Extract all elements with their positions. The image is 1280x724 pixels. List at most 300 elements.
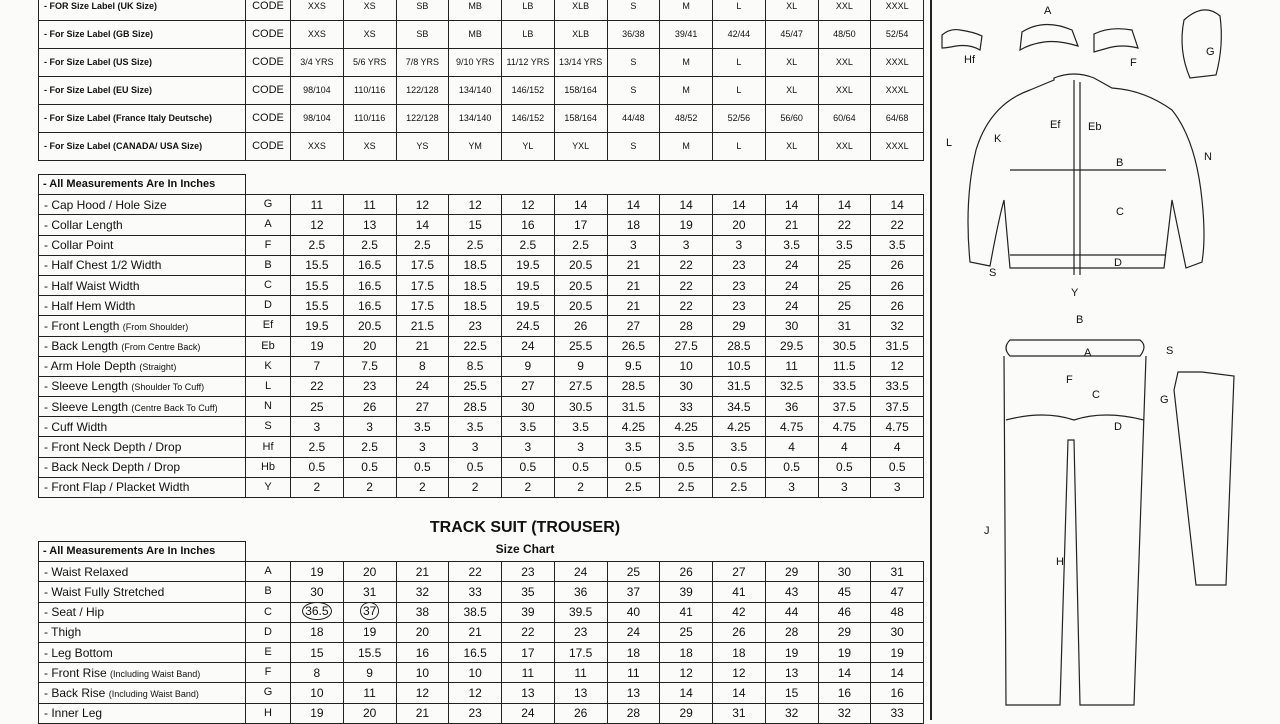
jacket-cell-value: 3.5	[414, 419, 431, 434]
jacket-cell	[713, 195, 766, 215]
trouser-row-label	[39, 663, 246, 683]
size-label-row-label	[39, 0, 246, 21]
jacket-row-note: (Straight)	[139, 362, 177, 373]
jacket-cell-value: 20.5	[568, 278, 593, 293]
trouser-cell-value: 31	[362, 584, 377, 599]
trouser-cell-value: 16	[415, 645, 430, 660]
jacket-cell	[291, 215, 344, 235]
trouser-cell-value: 14	[679, 685, 693, 700]
trouser-cell	[607, 582, 660, 602]
jacket-cell-value: 30	[521, 399, 535, 414]
jacket-cell-value: 14	[784, 197, 799, 212]
trouser-cell-value: 36.5	[302, 602, 331, 620]
size-label-cell	[502, 49, 555, 77]
trouser-cell	[343, 683, 396, 703]
size-label-cell-value: 36/38	[622, 29, 645, 39]
jacket-cell	[818, 477, 871, 497]
size-label-cell	[554, 105, 607, 133]
jacket-row-label	[39, 195, 246, 215]
trouser-cell	[502, 642, 555, 662]
trouser-cell	[449, 703, 502, 723]
trouser-cell-value: 24	[521, 706, 535, 721]
trouser-cell-value: 33	[468, 584, 482, 599]
trouser-row-label	[39, 703, 246, 723]
jacket-cell-value: 22	[310, 379, 324, 394]
jacket-cell	[871, 316, 924, 336]
jacket-cell-value: 3.5	[836, 238, 853, 253]
jacket-cell-value: 17.5	[410, 258, 435, 273]
trouser-row-note: (Including Waist Band)	[110, 668, 201, 679]
jacket-cell	[660, 356, 713, 376]
jacket-row-label	[39, 376, 246, 396]
size-label-row-label	[39, 77, 246, 105]
jacket-cell	[449, 477, 502, 497]
jacket-cell-value: 21.5	[410, 318, 435, 333]
size-label-row	[39, 21, 924, 49]
jacket-cell	[607, 336, 660, 356]
trouser-cell-value: 19	[784, 645, 799, 660]
trouser-cell	[554, 602, 607, 622]
trouser-cell-value: 11	[521, 665, 535, 680]
jacket-cell	[607, 356, 660, 376]
size-label-cell	[502, 0, 555, 21]
trouser-row	[39, 622, 924, 642]
jacket-cell	[713, 336, 766, 356]
page-divider	[930, 0, 932, 720]
trouser-cell-value: 29	[837, 625, 852, 640]
jacket-cell	[396, 195, 449, 215]
jacket-cell	[660, 296, 713, 316]
jacket-cell	[449, 275, 502, 295]
size-label-cell	[449, 49, 502, 77]
size-label-cell	[554, 133, 607, 161]
size-label-cell	[554, 49, 607, 77]
jacket-cell-value: 25	[837, 258, 852, 273]
size-label-cell-value: XXS	[307, 141, 326, 151]
jacket-cell	[291, 235, 344, 255]
trouser-row-label	[39, 582, 246, 602]
trouser-cell-value: 31	[890, 564, 904, 579]
jacket-cell-value: 2	[366, 480, 373, 495]
jacket-cell-value: 3	[366, 419, 373, 434]
trouser-cell	[713, 642, 766, 662]
jacket-cell	[449, 235, 502, 255]
jacket-cell-value: 11.5	[833, 359, 856, 374]
svg-text:F: F	[1130, 57, 1137, 69]
size-label-table	[38, 0, 924, 161]
jacket-cell-value: 27.5	[674, 339, 698, 354]
trouser-cell-value: 30	[310, 584, 324, 599]
trouser-cell	[607, 562, 660, 582]
jacket-cell-value: 4.25	[621, 419, 646, 434]
size-label-cell	[818, 77, 871, 105]
trouser-cell-value: 19	[310, 564, 324, 579]
trouser-cell	[396, 582, 449, 602]
svg-text:S: S	[989, 267, 997, 279]
trouser-cell-value: 47	[890, 584, 904, 599]
trouser-cell	[765, 582, 818, 602]
jacket-row-label	[39, 457, 246, 477]
trouser-cell-value: 20	[415, 625, 430, 640]
jacket-cell-value: 23	[362, 379, 377, 394]
jacket-cell	[554, 215, 607, 235]
size-label-cell-value: XXL	[835, 141, 853, 151]
jacket-cell-value: 4.75	[885, 419, 909, 434]
jacket-cell	[449, 457, 502, 477]
jacket-cell	[502, 457, 555, 477]
jacket-row-name: - Half Waist Width	[44, 278, 140, 293]
trouser-cell	[449, 562, 502, 582]
trouser-cell	[660, 602, 713, 622]
size-label-cell	[502, 105, 555, 133]
trouser-cell	[765, 663, 818, 683]
jacket-cell-value: 23	[732, 258, 746, 273]
size-label-cell	[713, 77, 766, 105]
size-label-cell	[871, 0, 924, 21]
jacket-cell-value: 12	[468, 197, 482, 212]
size-label-cell	[660, 49, 713, 77]
jacket-cell-value: 2	[524, 480, 532, 495]
trouser-cell	[871, 582, 924, 602]
trouser-cell	[343, 642, 396, 662]
jacket-cell-value: 31.5	[727, 379, 751, 394]
jacket-cell	[449, 397, 502, 417]
svg-text:B: B	[1076, 314, 1084, 326]
jacket-row-code: S	[246, 417, 291, 437]
size-label-cell-value: XLB	[572, 1, 590, 11]
jacket-cell	[396, 417, 449, 437]
jacket-cell-value: 4.75	[779, 419, 804, 434]
size-label-cell-value: XXXL	[885, 141, 909, 151]
jacket-row	[39, 356, 924, 376]
trouser-cell	[502, 663, 555, 683]
jacket-row-code: C	[246, 275, 291, 295]
jacket-cell	[449, 195, 502, 215]
trouser-cell-value: 41	[732, 584, 746, 599]
size-label-cell	[660, 0, 713, 21]
jacket-cell-value: 3	[577, 440, 584, 455]
jacket-row	[39, 275, 924, 295]
trouser-drawing	[1004, 340, 1234, 705]
jacket-cell-value: 15.5	[305, 258, 329, 273]
trouser-cell-value: 15	[784, 685, 799, 700]
size-label-cell-value: XS	[363, 29, 376, 39]
jacket-cell-value: 0.5	[888, 460, 906, 475]
size-label-cell-value: M	[682, 141, 690, 151]
jacket-cell-value: 17.5	[410, 278, 435, 293]
jacket-cell-value: 2.5	[308, 238, 326, 253]
svg-text:Eb: Eb	[1088, 121, 1102, 133]
jacket-cell	[713, 457, 766, 477]
jacket-cell	[343, 195, 396, 215]
trouser-cell-value: 29	[679, 706, 693, 721]
trouser-subtitle: Size Chart	[495, 542, 555, 556]
trouser-cell-value: 18	[732, 645, 746, 660]
jacket-cell	[449, 356, 502, 376]
jacket-cell	[818, 437, 871, 457]
jacket-row-name: - Arm Hole Depth	[44, 359, 137, 374]
jacket-cell	[871, 356, 924, 376]
jacket-row-note: (From Shoulder)	[122, 321, 189, 332]
jacket-cell-value: 2	[577, 480, 584, 495]
size-label-row-name: - For Size Label (CANADA/ USA Size)	[44, 141, 203, 151]
size-label-cell-value: XLB	[572, 29, 590, 39]
trouser-cell	[713, 683, 766, 703]
trouser-row-label	[39, 622, 246, 642]
jacket-cell-value: 4.75	[832, 419, 857, 434]
jacket-cell	[502, 336, 555, 356]
jacket-cell-value: 7.5	[361, 359, 378, 374]
trouser-header-label: - All Measurements Are In Inches	[39, 542, 246, 562]
trouser-cell	[607, 663, 660, 683]
size-label-cell	[765, 21, 818, 49]
jacket-cell-value: 2.5	[361, 238, 378, 253]
trouser-cell	[291, 683, 344, 703]
size-label-cell-value: M	[682, 85, 690, 95]
jacket-cell-value: 18.5	[463, 298, 487, 313]
size-label-cell	[502, 77, 555, 105]
trouser-row-code: F	[246, 663, 291, 683]
trouser-cell	[660, 622, 713, 642]
jacket-cell	[607, 296, 660, 316]
size-label-cell	[502, 133, 555, 161]
size-label-cell-value: 134/140	[458, 113, 492, 123]
trouser-cell-value: 22	[468, 564, 482, 579]
trouser-cell-value: 13	[521, 685, 535, 700]
trouser-header-row	[39, 542, 924, 562]
jacket-cell	[554, 296, 607, 316]
jacket-cell	[396, 255, 449, 275]
size-label-row-code: CODE	[246, 105, 291, 133]
jacket-cell-value: 3.5	[783, 238, 800, 253]
size-label-cell-value: M	[682, 1, 690, 11]
jacket-cell	[765, 477, 818, 497]
svg-text:A: A	[1044, 5, 1052, 17]
jacket-cell-value: 16.5	[357, 278, 382, 293]
trouser-cell-value: 25	[626, 564, 641, 579]
jacket-cell-value: 2.5	[466, 238, 484, 253]
jacket-cell	[818, 215, 871, 235]
trouser-cell-value: 38.5	[463, 605, 487, 620]
jacket-cell	[871, 235, 924, 255]
jacket-cell-value: 30.5	[568, 399, 593, 414]
size-label-cell-value: XXS	[307, 1, 326, 11]
jacket-cell	[554, 316, 607, 336]
trouser-row	[39, 663, 924, 683]
size-label-cell-value: XL	[786, 141, 798, 151]
jacket-cell-value: 4	[788, 440, 795, 455]
jacket-cell-value: 30	[784, 318, 799, 333]
size-label-cell-value: XXXL	[885, 1, 909, 11]
jacket-row-label	[39, 235, 246, 255]
size-label-cell	[396, 77, 449, 105]
trouser-cell-value: 10	[468, 665, 482, 680]
jacket-cell	[396, 215, 449, 235]
size-label-cell	[554, 77, 607, 105]
jacket-cell-value: 9	[577, 359, 584, 374]
trouser-cell	[554, 622, 607, 642]
trouser-cell-value: 32	[415, 584, 430, 599]
trouser-cell-value: 16	[890, 685, 904, 700]
jacket-cell-value: 17	[573, 217, 588, 232]
jacket-cell-value: 25.5	[568, 339, 593, 354]
size-label-cell-value: 98/104	[303, 85, 331, 95]
jacket-cell	[607, 215, 660, 235]
size-label-cell-value: SB	[416, 1, 429, 11]
trouser-cell	[343, 703, 396, 723]
trouser-cell	[713, 582, 766, 602]
trouser-cell-value: 45	[837, 584, 852, 599]
jacket-row	[39, 437, 924, 457]
jacket-cell	[554, 356, 607, 376]
jacket-cell-value: 23	[732, 278, 746, 293]
jacket-cell-value: 10.5	[727, 359, 751, 374]
size-label-cell	[343, 0, 396, 21]
jacket-cell-value: 26	[573, 318, 588, 333]
size-label-cell-value: 7/8 YRS	[405, 57, 440, 67]
jacket-cell-value: 22	[837, 217, 852, 232]
size-label-row-name: - For Size Label (France Italy Deutsche)	[44, 113, 213, 123]
jacket-cell-value: 20	[732, 217, 746, 232]
jacket-cell	[291, 477, 344, 497]
trouser-cell	[396, 683, 449, 703]
jacket-cell	[871, 275, 924, 295]
trouser-row-code: B	[246, 582, 291, 602]
size-label-cell-value: 122/128	[406, 85, 439, 95]
jacket-cell	[396, 235, 449, 255]
trouser-cell	[765, 642, 818, 662]
size-label-cell	[818, 21, 871, 49]
jacket-cell-value: 12	[521, 197, 535, 212]
jacket-cell	[660, 477, 713, 497]
jacket-cell	[818, 235, 871, 255]
size-label-cell	[291, 77, 344, 105]
trouser-cell	[291, 582, 344, 602]
trouser-cell-value: 10	[415, 665, 430, 680]
jacket-row-note: (Centre Back To Cuff)	[131, 402, 218, 413]
jacket-cell	[502, 296, 555, 316]
size-label-cell-value: XXXL	[885, 85, 909, 95]
jacket-cell-value: 4.25	[727, 419, 751, 434]
size-label-cell-value: 98/104	[303, 113, 331, 123]
trouser-row-code: H	[246, 703, 291, 723]
jacket-cell	[396, 356, 449, 376]
trouser-row	[39, 703, 924, 723]
trouser-cell-value: 24	[626, 625, 641, 640]
trouser-cell-value: 16	[837, 685, 852, 700]
trouser-cell-value: 26	[573, 706, 588, 721]
svg-text:C: C	[1116, 206, 1124, 218]
size-label-cell	[818, 133, 871, 161]
jacket-row-code: Hb	[246, 457, 291, 477]
trouser-cell-value: 39	[679, 584, 693, 599]
jacket-cell	[449, 376, 502, 396]
jacket-cell-value: 3.5	[466, 419, 484, 434]
jacket-cell	[502, 195, 555, 215]
size-label-cell-value: 158/164	[564, 113, 597, 123]
trouser-row-name: - Inner Leg	[44, 706, 103, 721]
jacket-cell	[765, 275, 818, 295]
jacket-row-name: - Sleeve Length	[44, 399, 129, 414]
size-label-cell	[765, 0, 818, 21]
svg-text:A: A	[1084, 347, 1092, 359]
size-label-row-code: CODE	[246, 0, 291, 21]
size-label-cell-value: 146/152	[511, 113, 545, 123]
size-label-cell-value: YL	[522, 141, 534, 151]
size-label-cell-value: 146/152	[511, 85, 545, 95]
trouser-cell-value: 46	[837, 605, 852, 620]
jacket-cell	[871, 477, 924, 497]
jacket-cell	[343, 275, 396, 295]
trouser-cell	[449, 663, 502, 683]
jacket-cell-value: 22.5	[463, 339, 487, 354]
jacket-cell-value: 26	[890, 278, 904, 293]
jacket-cell	[291, 397, 344, 417]
jacket-cell-value: 0.5	[414, 460, 431, 475]
svg-text:G: G	[1206, 46, 1215, 58]
trouser-cell-value: 44	[784, 605, 799, 620]
jacket-row-code: F	[246, 235, 291, 255]
jacket-cell-value: 14	[415, 217, 430, 232]
jacket-cell-value: 27	[626, 318, 641, 333]
trouser-row-name: - Waist Fully Stretched	[44, 584, 165, 599]
size-label-cell	[449, 21, 502, 49]
trouser-cell-value: 13	[573, 685, 588, 700]
trouser-cell	[660, 663, 713, 683]
jacket-cell-value: 0.5	[730, 460, 748, 475]
jacket-row	[39, 397, 924, 417]
jacket-cell	[343, 376, 396, 396]
size-label-cell	[449, 0, 502, 21]
jacket-cell-value: 21	[626, 278, 641, 293]
jacket-cell	[765, 296, 818, 316]
trouser-cell	[871, 562, 924, 582]
size-label-cell-value: 110/116	[354, 85, 386, 95]
trouser-row	[39, 602, 924, 622]
jacket-row	[39, 215, 924, 235]
jacket-cell	[343, 417, 396, 437]
trouser-cell-value: 21	[468, 625, 482, 640]
size-label-row-name: - For Size Label (GB Size)	[44, 29, 154, 39]
size-label-cell-value: 45/47	[780, 29, 803, 39]
size-label-cell-value: 52/54	[885, 29, 909, 39]
jacket-cell-value: 31	[837, 318, 852, 333]
svg-text:C: C	[1092, 389, 1100, 401]
trouser-row-label	[39, 642, 246, 662]
jacket-cell	[607, 275, 660, 295]
size-label-cell-value: 44/48	[622, 113, 645, 123]
trouser-cell-value: 12	[679, 665, 693, 680]
trouser-cell	[291, 562, 344, 582]
size-label-cell-value: S	[630, 57, 637, 67]
jacket-cell	[607, 457, 660, 477]
trouser-cell	[765, 562, 818, 582]
jacket-row	[39, 417, 924, 437]
jacket-cell-value: 28.5	[463, 399, 487, 414]
jacket-cell-value: 15.5	[305, 298, 329, 313]
jacket-cell	[396, 397, 449, 417]
jacket-cell-value: 3	[788, 480, 795, 495]
trouser-cell-value: 24	[573, 564, 588, 579]
size-label-cell-value: L	[736, 57, 742, 67]
jacket-cell-value: 20.5	[568, 298, 593, 313]
jacket-cell	[871, 215, 924, 235]
trouser-row-name: - Back Rise	[44, 685, 106, 700]
trouser-cell-value: 37	[626, 584, 641, 599]
jacket-cell-value: 19.5	[305, 318, 329, 333]
size-label-cell-value: 48/50	[833, 29, 856, 39]
jacket-cell	[343, 296, 396, 316]
